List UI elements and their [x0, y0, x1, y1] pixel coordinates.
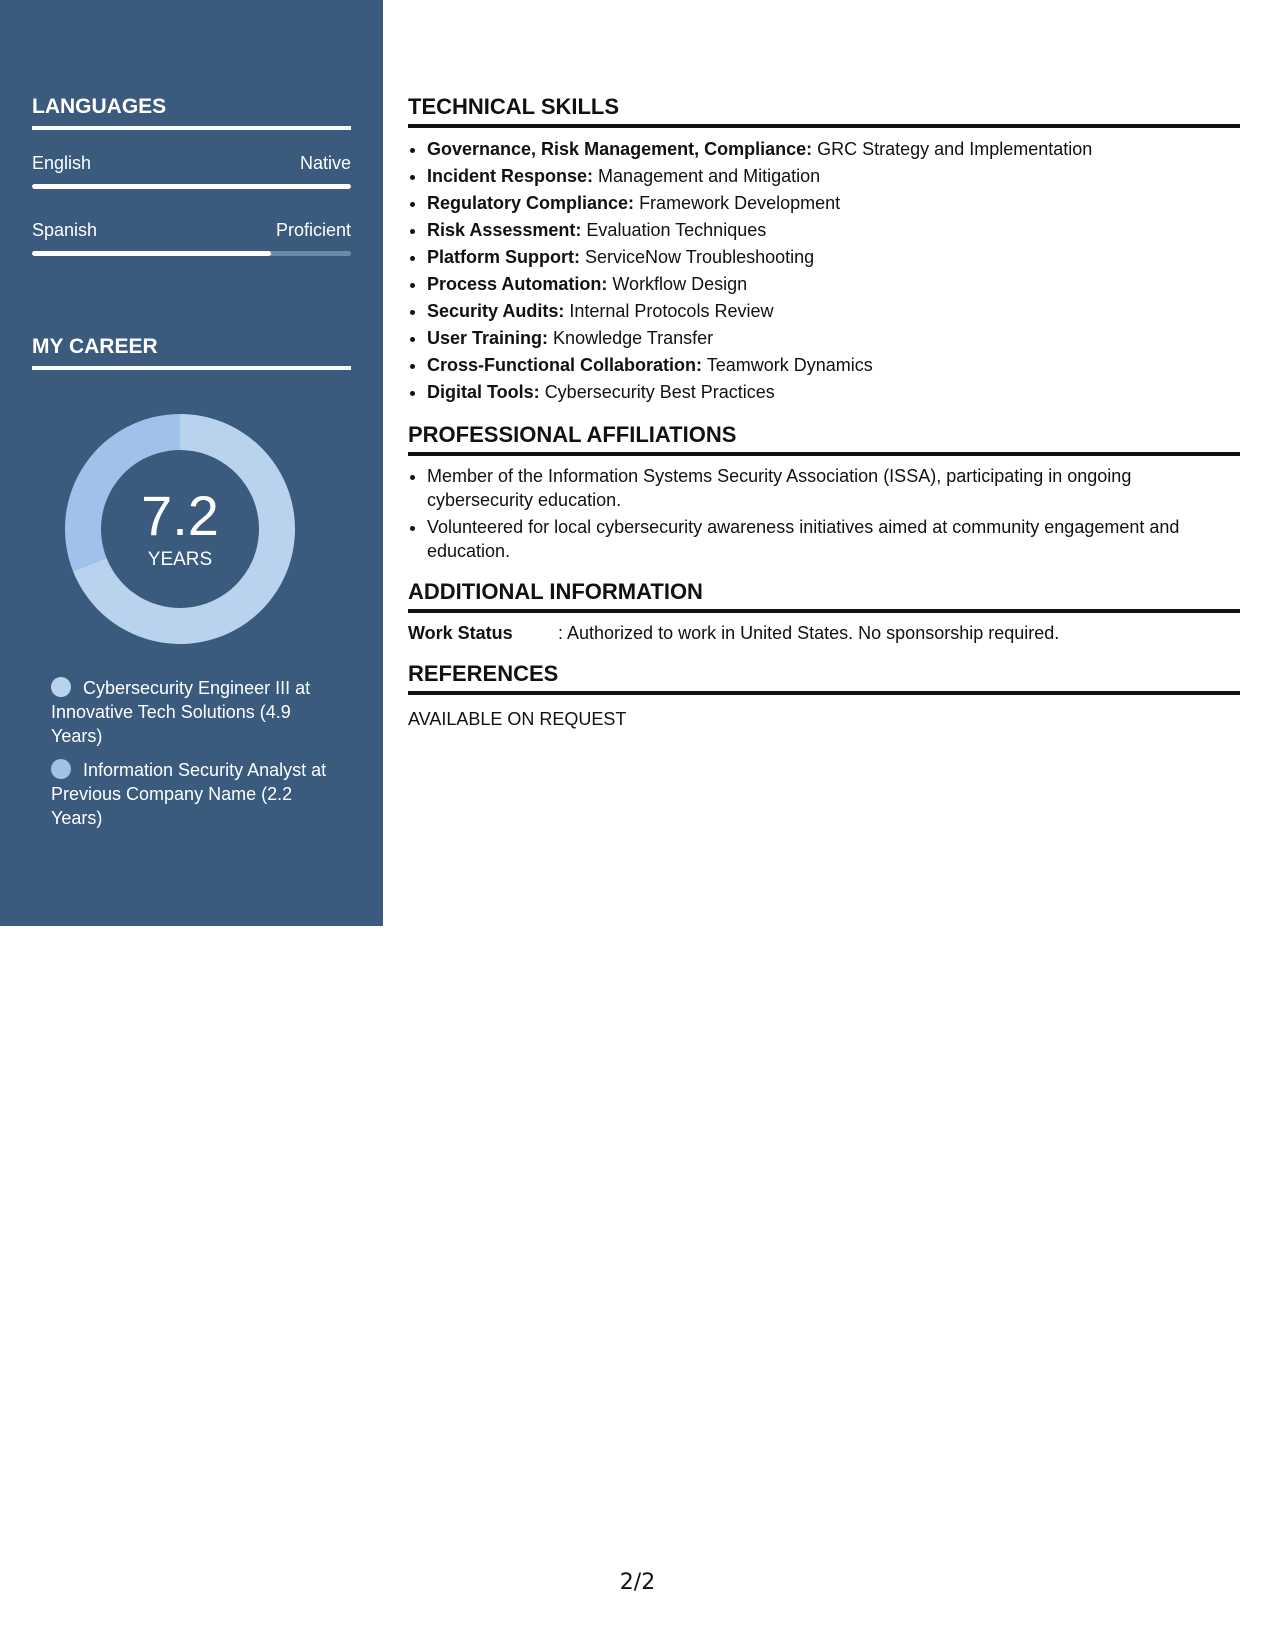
skill-text: Framework Development — [639, 193, 841, 213]
legend-dot-icon — [51, 677, 71, 697]
affiliation-item: • Member of the Information Systems Security Association (ISSA), participating in ongoing cybersecurity education. — [427, 464, 1240, 512]
career-total-value: 7.2 — [141, 484, 219, 547]
skill-label: Digital Tools: — [427, 382, 540, 402]
references-heading: REFERENCES — [408, 661, 1240, 695]
affiliation-item: • Volunteered for local cybersecurity awareness initiatives aimed at community engagement and education. — [427, 515, 1240, 563]
languages-heading: LANGUAGES — [32, 94, 351, 130]
skill-text: Workflow Design — [612, 274, 748, 294]
skill-text: Knowledge Transfer — [553, 328, 714, 348]
work-status-row — [408, 621, 1240, 645]
language-proficiency-bar — [32, 251, 351, 256]
skill-item — [427, 379, 1240, 406]
career-item-text: Information Security Analyst at Previous Company Name (2.2 Years) — [51, 760, 327, 828]
skill-label: Incident Response: — [427, 166, 594, 186]
legend-dot-icon — [51, 759, 71, 779]
skill-text: Teamwork Dynamics — [706, 355, 873, 375]
language-level: Proficient — [275, 220, 351, 240]
language-item-english — [32, 152, 351, 189]
career-list — [51, 676, 341, 840]
skill-text: Management and Mitigation — [598, 166, 821, 186]
skill-text: Internal Protocols Review — [569, 301, 774, 321]
skill-text: Evaluation Techniques — [586, 220, 767, 240]
language-name: Spanish — [32, 220, 98, 240]
career-donut-chart — [65, 414, 295, 644]
language-proficiency-fill — [32, 184, 351, 189]
language-level: Native — [299, 153, 351, 173]
language-proficiency-fill — [32, 251, 271, 256]
career-item — [51, 758, 341, 830]
languages-section — [32, 94, 351, 256]
skill-item — [427, 298, 1240, 325]
work-status-value: : Authorized to work in United States. No sponsorship required. — [558, 623, 1060, 643]
skill-item — [427, 217, 1240, 244]
references-section — [408, 661, 1240, 731]
skill-item — [427, 244, 1240, 271]
skill-label: Cross-Functional Collaboration: — [427, 355, 703, 375]
work-status-label: Work Status — [408, 623, 513, 643]
skill-item — [427, 190, 1240, 217]
skill-item — [427, 136, 1240, 163]
affiliations-section — [408, 422, 1240, 563]
skill-text: Cybersecurity Best Practices — [544, 382, 775, 402]
skill-text: ServiceNow Troubleshooting — [585, 247, 815, 267]
language-name: English — [32, 153, 92, 173]
page-number: 2/2 — [619, 1570, 656, 1595]
additional-info-heading: ADDITIONAL INFORMATION — [408, 579, 1240, 613]
career-item-text: Cybersecurity Engineer III at Innovative Tech Solutions (4.9 Years) — [51, 678, 311, 746]
skill-label: Regulatory Compliance: — [427, 193, 635, 213]
language-proficiency-bar — [32, 184, 351, 189]
skill-item — [427, 271, 1240, 298]
main-content — [408, 94, 1240, 731]
skill-label: Platform Support: — [427, 247, 580, 267]
skill-item — [427, 352, 1240, 379]
career-total-unit: YEARS — [147, 549, 213, 570]
skill-item — [427, 163, 1240, 190]
skill-label: Governance, Risk Management, Compliance: — [427, 139, 813, 159]
additional-info-section — [408, 579, 1240, 645]
skill-text: GRC Strategy and Implementation — [817, 139, 1093, 159]
affiliations-list — [408, 464, 1240, 563]
skill-label: Process Automation: — [427, 274, 608, 294]
affiliations-heading: PROFESSIONAL AFFILIATIONS — [408, 422, 1240, 456]
career-section — [32, 334, 351, 370]
career-item — [51, 676, 341, 748]
career-heading: MY CAREER — [32, 334, 351, 370]
technical-skills-heading: TECHNICAL SKILLS — [408, 94, 1240, 128]
language-item-spanish — [32, 219, 351, 256]
references-text: AVAILABLE ON REQUEST — [408, 709, 627, 729]
career-total — [65, 414, 295, 644]
skill-label: Risk Assessment: — [427, 220, 582, 240]
technical-skills-section — [408, 94, 1240, 406]
sidebar — [0, 0, 383, 926]
skill-label: Security Audits: — [427, 301, 565, 321]
skill-label: User Training: — [427, 328, 549, 348]
skill-item — [427, 325, 1240, 352]
technical-skills-list — [408, 136, 1240, 406]
